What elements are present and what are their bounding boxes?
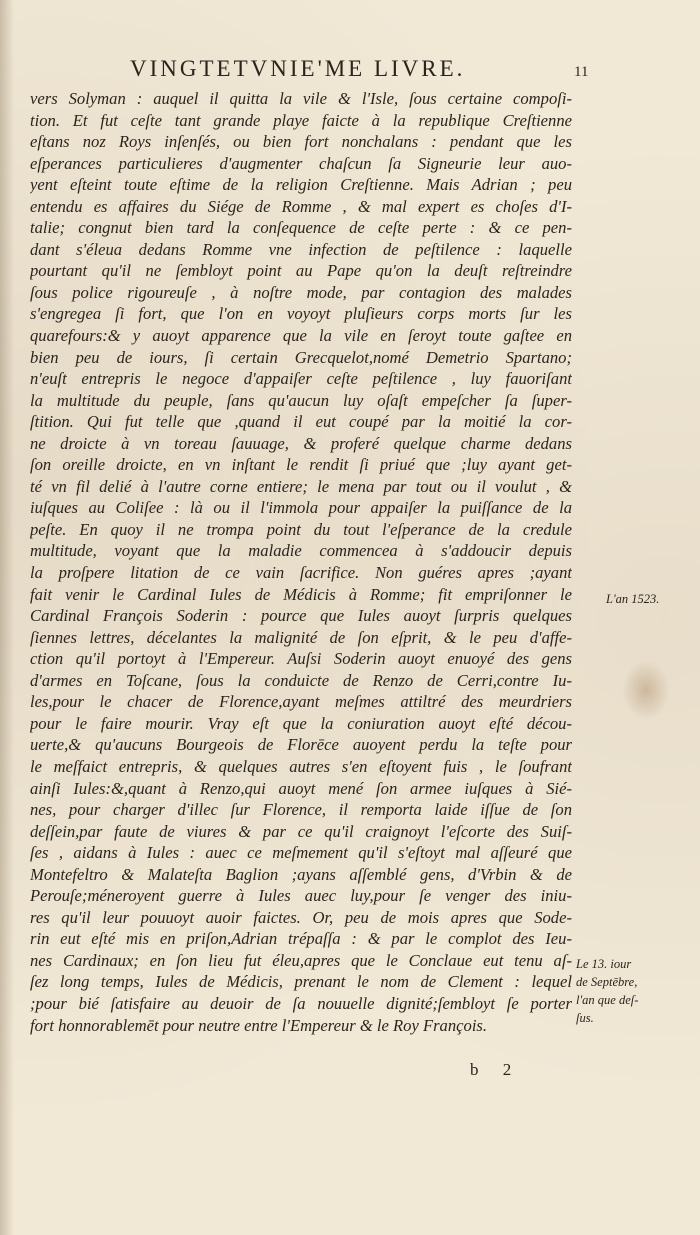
margin-note-line: de Septēbre, [576, 975, 638, 989]
margin-note-date [576, 955, 638, 1027]
text-line: les,pour le chacer de Florence,ayant meſmes attiltré des meurdriers [30, 692, 572, 712]
text-line: vers Solyman : auquel il quitta la vile & l'Isle, ſous certaine compoſi- [30, 89, 572, 108]
margin-note-year [606, 590, 659, 608]
text-line: yent eſteint toute eſtime de la religion Creſtienne. Mais Adrian ; peu [30, 175, 572, 195]
text-line: pour le faire mourir. Vray eſt que la coniuration auoyt eſté décou- [30, 713, 572, 733]
text-line: s'engregea ſi fort, que l'on en voyoyt pluſieurs corps morts ſur les [30, 304, 572, 324]
text-line: ſez long temps, Iules de Médicis, prenant le nom de Clement : lequel [30, 972, 572, 992]
text-line: rin eut eſté mis en priſon,Adrian trépaſſa : & par le complot des Ieu- [30, 929, 572, 949]
margin-note-line: L'an 1523. [606, 592, 660, 606]
text-line: uerte,& qu'aucuns Bourgeois de Florēce auoyent perdu la teſte pour [30, 735, 572, 755]
text-line: pourtant qu'il ne ſembloyt point au Pape qu'on la deuſt reſtreindre [30, 261, 572, 281]
margin-note-line: l'an que deſ- [576, 993, 639, 1007]
text-line: quarefours:& y auoyt apparence que la vile en ſeroyt toute gaſtee en [30, 326, 572, 346]
body-text [30, 88, 572, 1036]
text-line: eſtans noz Roys inſenſés, ou bien fort nonchalans : pendant que les [30, 132, 572, 152]
text-line: ;pour bié ſatisfaire au deuoir de ſa nouuelle dignité;ſembloyt ſe porter [30, 993, 572, 1013]
text-line: iuſques au Coliſee : là ou il l'immola pour appaiſer la puiſſance de la [30, 498, 572, 518]
margin-note-line: ſus. [576, 1011, 594, 1025]
text-line: eſperances particulieres d'augmenter chaſcun ſa Signeurie leur auo- [30, 153, 572, 173]
text-line: fort honnorablemēt pour neutre entre l'Empereur & le Roy François. [30, 1015, 488, 1035]
text-line: le meſfaict entrepris, & quelques autres s'en eſtoyent fuis , le ſoufrant [30, 756, 572, 776]
text-line: té vn fil delié à l'autre corne entiere; le mena par tout ou il voulut , & [30, 476, 572, 496]
text-line: entendu es affaires du Siége de Romme , & mal expert es choſes d'I- [30, 196, 572, 216]
text-line: Perouſe;méneroyent guerre à Iules auec luy,pour ſe venger des iniu- [30, 886, 572, 906]
text-line: ſon oreille droicte, en vn inſtant le rendit ſi priué que ;luy ayant get- [30, 455, 572, 475]
page-header [0, 52, 700, 82]
text-line: Montefeltro & Malateſta Baglion ;ayans aſſemblé gens, d'Vrbin & de [30, 864, 572, 884]
text-line: ſiennes lettres, décelantes la malignité de ſon eſprit, & le peu d'affe- [30, 627, 572, 647]
text-line: deſſein,par faute de viures & par ce qu'il craignoyt l'eſcorte des Suiſ- [30, 821, 572, 841]
text-line: multitude, voyant que la maladie commencea à s'addoucir depuis [30, 541, 572, 561]
text-line: dant s'éleua dedans Romme vne infection de peſtilence : laquelle [30, 239, 572, 259]
text-line: d'armes en Toſcane, ſous la conduicte de Renzo de Cerri,contre Iu- [30, 670, 572, 690]
text-line: res qu'il leur pouuoyt auoir faictes. Or, peu de mois apres que Sode- [30, 907, 572, 927]
text-line: ainſi Iules:&,quant à Renzo,qui auoyt mené ſon armee iuſques à Sié- [30, 778, 572, 798]
text-line: ſtition. Qui fut telle que ,quand il eut coupé par la moitié la cor- [30, 412, 572, 432]
page-gutter-shadow [0, 0, 14, 1235]
text-line: ction qu'il portoyt à l'Empereur. Auſsi Soderin auoyt enuoyé des gens [30, 649, 572, 669]
text-line: Cardinal François Soderin : pource que Iules auoyt ſurpris quelques [30, 606, 572, 626]
page-number: 11 [574, 64, 589, 80]
paper-stain [622, 660, 670, 720]
text-line: la multitude du peuple, ſans qu'aucun luy oſaſt empeſcher ſa ſuper- [30, 390, 572, 410]
text-line: nes, pour charger d'illec ſur Florence, il remporta laide iſſue de ſon [30, 800, 572, 820]
text-line: la proſpere litation de ce vain ſacrifice. Non guéres apres ;ayant [30, 563, 572, 583]
text-line: tion. Et fut ceſte tant grande playe faicte à la republique Creſtienne [30, 110, 572, 130]
text-line: n'euſt entrepris le negoce d'appaiſer ceſte peſtilence , luy fauoriſant [30, 369, 572, 389]
text-line: bien peu de iours, ſi certain Grecquelot,nomé Demetrio Spartano; [30, 347, 572, 367]
text-line: fait venir le Cardinal Iules de Médicis à Romme; fit empriſonner le [30, 584, 572, 604]
signature-mark: b 2 [470, 1060, 522, 1079]
running-title: VINGTETVNIE'ME LIVRE. [130, 56, 466, 81]
text-line: ne droicte à vn toreau ſauuage, & proferé quelque charme dedans [30, 433, 572, 453]
text-line: ſous police rigoureuſe , à noſtre mode, par contagion des malades [30, 282, 572, 302]
text-line: peſte. En quoy il ne trompa point du tout l'eſperance de la credule [30, 519, 572, 539]
text-line: talie; congnut bien tard la conſequence de ceſte perte : & ce pen- [30, 218, 572, 238]
text-line: ſes , aidans à Iules : auec ce meſmement qu'il s'eſtoyt mal aſſeuré que [30, 843, 572, 863]
text-line: nes Cardinaux; en ſon lieu fut éleu,apres que le Conclaue eut tenu aſ- [30, 950, 572, 970]
margin-note-line: Le 13. iour [576, 957, 632, 971]
